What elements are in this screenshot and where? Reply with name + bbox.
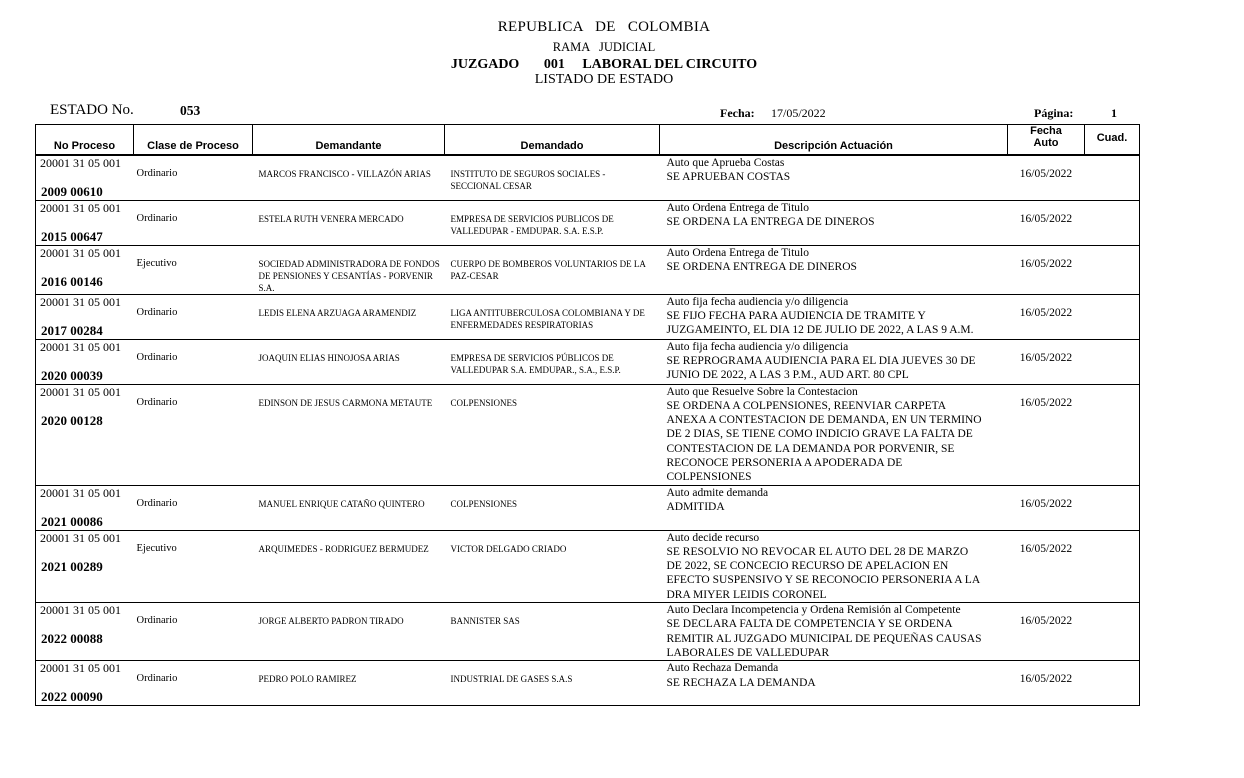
cell-clase <box>134 200 253 245</box>
actuacion-texto: SE ORDENA A COLPENSIONES, REENVIAR CARPETA ANEXA A CONTESTACION DE DEMANDA, EN UN TERMINO DE 2 DIAS, SE TIENE COMO INDICIO GRAVE LA FALTA DE CONTESTACION DE LA DEMANDA POR PORVENIR, SE RECONOCE PERSONERIA A APODERADA DE COLPENSIONES <box>666 399 982 484</box>
actuacion-tipo: Auto fija fecha audiencia y/o diligencia <box>666 340 849 353</box>
actuacion-tipo: Auto fija fecha audiencia y/o diligencia <box>666 295 849 308</box>
cell-proceso <box>36 339 134 384</box>
cell-demandante <box>253 245 445 294</box>
cell-demandado <box>445 155 660 201</box>
cell-demandante <box>253 155 445 201</box>
cell-proceso <box>36 155 134 201</box>
cell-descripcion <box>660 530 1008 602</box>
cell-demandado <box>445 339 660 384</box>
fecha-auto: 16/05/2022 <box>1019 257 1073 270</box>
cell-proceso <box>36 485 134 530</box>
demandado: INSTITUTO DE SEGUROS SOCIALES - SECCIONAL CESAR <box>450 168 606 191</box>
cell-descripcion <box>660 603 1008 661</box>
cell-descripcion <box>660 339 1008 384</box>
table-row <box>36 245 1140 294</box>
col-header-fecha-line: Fecha <box>1030 125 1062 137</box>
fecha-auto: 16/05/2022 <box>1019 351 1073 364</box>
cell-descripcion <box>660 200 1008 245</box>
cell-demandante <box>253 339 445 384</box>
actuacion-texto: SE RECHAZA LA DEMANDA <box>666 676 816 689</box>
estado-table <box>35 124 1140 706</box>
table-header-row <box>36 125 1140 155</box>
proceso-anio-numero: 2017 00284 <box>41 322 103 338</box>
cell-proceso <box>36 384 134 485</box>
cell-clase <box>134 384 253 485</box>
proceso-radicado: 20001 31 05 001 <box>40 603 121 618</box>
col-header-fecha-auto <box>1008 125 1085 155</box>
table-row <box>36 294 1140 339</box>
table-row <box>36 661 1140 706</box>
col-header-demandado: Demandado <box>445 125 660 155</box>
clase-proceso: Ordinario <box>136 673 178 685</box>
demandado: COLPENSIONES <box>450 498 518 509</box>
proceso-radicado: 20001 31 05 001 <box>40 245 121 260</box>
demandante: EDINSON DE JESUS CARMONA METAUTE <box>258 397 433 408</box>
cell-demandado <box>445 200 660 245</box>
cell-demandante <box>253 384 445 485</box>
cell-descripcion <box>660 155 1008 201</box>
demandado: COLPENSIONES <box>450 397 518 408</box>
cell-demandante <box>253 200 445 245</box>
col-header-cuad: Cuad. <box>1085 125 1140 155</box>
table-row <box>36 384 1140 485</box>
clase-proceso: Ordinario <box>136 351 178 363</box>
cell-demandado <box>445 530 660 602</box>
cell-clase <box>134 245 253 294</box>
cell-cuad <box>1085 155 1140 201</box>
proceso-radicado: 20001 31 05 001 <box>40 294 121 309</box>
cell-fecha-auto <box>1008 661 1085 706</box>
cell-demandante <box>253 603 445 661</box>
cell-demandante <box>253 294 445 339</box>
actuacion-tipo: Auto Ordena Entrega de Titulo <box>666 201 809 214</box>
cell-demandado <box>445 603 660 661</box>
demandante: PEDRO POLO RAMIREZ <box>258 674 357 685</box>
cell-fecha-auto <box>1008 530 1085 602</box>
actuacion-texto: SE DECLARA FALTA DE COMPETENCIA Y SE ORDENA REMITIR AL JUZGADO MUNICIPAL DE PEQUEÑAS CAUSAS LABORALES DE VALLEDUPAR <box>666 618 982 659</box>
cell-demandado <box>445 294 660 339</box>
table-row <box>36 485 1140 530</box>
demandado: EMPRESA DE SERVICIOS PUBLICOS DE VALLEDUPAR - EMDUPAR. S.A. E.S.P. <box>450 213 614 236</box>
cell-descripcion <box>660 485 1008 530</box>
actuacion-tipo: Auto que Aprueba Costas <box>666 156 785 169</box>
actuacion-texto: ADMITIDA <box>666 500 725 513</box>
demandado: BANNISTER SAS <box>450 616 520 627</box>
cell-demandante <box>253 485 445 530</box>
table-body <box>36 155 1140 706</box>
demandante: MARCOS FRANCISCO - VILLAZÓN ARIAS <box>258 168 431 179</box>
actuacion-texto: SE REPROGRAMA AUDIENCIA PARA EL DIA JUEVES 30 DE JUNIO DE 2022, A LAS 3 P.M., AUD ART. 80 CPL <box>666 354 976 382</box>
demandante: JOAQUIN ELIAS HINOJOSA ARIAS <box>258 352 400 363</box>
cell-cuad <box>1085 384 1140 485</box>
fecha-auto: 16/05/2022 <box>1019 167 1073 180</box>
clase-proceso: Ejecutivo <box>136 257 177 269</box>
fecha-auto: 16/05/2022 <box>1019 396 1073 409</box>
cell-proceso <box>36 245 134 294</box>
actuacion-tipo: Auto Ordena Entrega de Titulo <box>666 246 809 259</box>
actuacion-texto: SE ORDENA ENTREGA DE DINEROS <box>666 260 857 273</box>
proceso-anio-numero: 2021 00086 <box>41 513 103 529</box>
actuacion-tipo: Auto Rechaza Demanda <box>666 662 779 675</box>
header-listado: LISTADO DE ESTADO <box>534 72 674 87</box>
clase-proceso: Ordinario <box>136 396 178 408</box>
fecha-label: Fecha: <box>720 106 755 120</box>
clase-proceso: Ordinario <box>136 306 178 318</box>
proceso-anio-numero: 2020 00128 <box>41 412 103 428</box>
proceso-anio-numero: 2009 00610 <box>41 183 103 199</box>
table-row <box>36 200 1140 245</box>
cell-proceso <box>36 530 134 602</box>
proceso-radicado: 20001 31 05 001 <box>40 155 121 170</box>
cell-cuad <box>1085 661 1140 706</box>
proceso-anio-numero: 2015 00647 <box>41 228 103 244</box>
actuacion-texto: SE ORDENA LA ENTREGA DE DINEROS <box>666 215 875 228</box>
cell-clase <box>134 485 253 530</box>
demandante: ESTELA RUTH VENERA MERCADO <box>258 213 404 224</box>
cell-cuad <box>1085 339 1140 384</box>
estado-label: ESTADO No. <box>50 102 134 118</box>
clase-proceso: Ordinario <box>136 167 178 179</box>
fecha-auto: 16/05/2022 <box>1019 542 1073 555</box>
actuacion-tipo: Auto Declara Incompetencia y Ordena Remisión al Competente <box>666 604 961 617</box>
proceso-radicado: 20001 31 05 001 <box>40 485 121 500</box>
col-header-proceso: No Proceso <box>36 125 134 155</box>
proceso-anio-numero: 2022 00090 <box>41 689 103 705</box>
cell-demandado <box>445 245 660 294</box>
proceso-radicado: 20001 31 05 001 <box>40 530 121 545</box>
cell-descripcion <box>660 661 1008 706</box>
cell-proceso <box>36 294 134 339</box>
pagina-label: Página: <box>1034 106 1074 120</box>
actuacion-tipo: Auto que Resuelve Sobre la Contestacion <box>666 385 858 398</box>
cell-descripcion <box>660 294 1008 339</box>
cell-proceso <box>36 603 134 661</box>
demandado: INDUSTRIAL DE GASES S.A.S <box>450 674 573 685</box>
cell-demandante <box>253 661 445 706</box>
actuacion-tipo: Auto decide recurso <box>666 531 760 544</box>
cell-clase <box>134 294 253 339</box>
col-header-demandante: Demandante <box>253 125 445 155</box>
fecha-value: 17/05/2022 <box>771 106 826 120</box>
cell-cuad <box>1085 200 1140 245</box>
table-row <box>36 155 1140 201</box>
cell-fecha-auto <box>1008 485 1085 530</box>
header-republica: REPUBLICA DE COLOMBIA <box>497 19 711 35</box>
cell-demandante <box>253 530 445 602</box>
cell-fecha-auto <box>1008 384 1085 485</box>
cell-cuad <box>1085 245 1140 294</box>
demandante: SOCIEDAD ADMINISTRADORA DE FONDOS DE PENSIONES Y CESANTÍAS - PORVENIR S.A. <box>258 258 440 293</box>
actuacion-tipo: Auto admite demanda <box>666 486 769 499</box>
header-rama-judicial: RAMA JUDICIAL <box>552 40 656 54</box>
cell-cuad <box>1085 530 1140 602</box>
proceso-anio-numero: 2016 00146 <box>41 273 103 289</box>
cell-cuad <box>1085 294 1140 339</box>
cell-demandado <box>445 661 660 706</box>
cell-descripcion <box>660 384 1008 485</box>
cell-clase <box>134 530 253 602</box>
table-row <box>36 530 1140 602</box>
demandado: CUERPO DE BOMBEROS VOLUNTARIOS DE LA PAZ-CESAR <box>450 258 646 281</box>
cell-cuad <box>1085 603 1140 661</box>
demandado: VICTOR DELGADO CRIADO <box>450 543 567 554</box>
cell-clase <box>134 339 253 384</box>
proceso-radicado: 20001 31 05 001 <box>40 200 121 215</box>
col-header-auto-line: Auto <box>1033 137 1059 149</box>
fecha-auto: 16/05/2022 <box>1019 615 1073 628</box>
cell-fecha-auto <box>1008 603 1085 661</box>
cell-proceso <box>36 200 134 245</box>
proceso-anio-numero: 2022 00088 <box>41 631 103 647</box>
clase-proceso: Ordinario <box>136 497 178 509</box>
fecha-auto: 16/05/2022 <box>1019 306 1073 319</box>
cell-fecha-auto <box>1008 294 1085 339</box>
cell-demandado <box>445 384 660 485</box>
col-header-clase: Clase de Proceso <box>134 125 253 155</box>
demandado: EMPRESA DE SERVICIOS PÚBLICOS DE VALLEDUPAR S.A. EMDUPAR., S.A., E.S.P. <box>450 352 621 375</box>
demandante: MANUEL ENRIQUE CATAÑO QUINTERO <box>258 498 425 509</box>
fecha-auto: 16/05/2022 <box>1019 212 1073 225</box>
proceso-radicado: 20001 31 05 001 <box>40 339 121 354</box>
cell-clase <box>134 155 253 201</box>
pagina-value: 1 <box>1111 106 1117 120</box>
cell-demandado <box>445 485 660 530</box>
fecha-auto: 16/05/2022 <box>1019 497 1073 510</box>
estado-number: 053 <box>180 103 201 118</box>
cell-clase <box>134 603 253 661</box>
clase-proceso: Ordinario <box>136 212 178 224</box>
fecha-auto: 16/05/2022 <box>1019 673 1073 686</box>
clase-proceso: Ordinario <box>136 615 178 627</box>
cell-proceso <box>36 661 134 706</box>
demandante: ARQUIMEDES - RODRIGUEZ BERMUDEZ <box>258 543 429 554</box>
cell-fecha-auto <box>1008 200 1085 245</box>
actuacion-texto: SE RESOLVIO NO REVOCAR EL AUTO DEL 28 DE MARZO DE 2022, SE CONCECIO RECURSO DE APELACION EN EFECTO SUSPENSIVO Y SE RECONOCIO PERSONERIA A LA DRA MIYER LEIDIS CORONEL <box>666 545 980 601</box>
actuacion-texto: SE FIJO FECHA PARA AUDIENCIA DE TRAMITE Y JUZGAMEINTO, EL DIA 12 DE JULIO DE 2022, A LAS 9 A.M. <box>666 309 974 337</box>
actuacion-texto: SE APRUEBAN COSTAS <box>666 170 791 183</box>
proceso-anio-numero: 2020 00039 <box>41 367 103 383</box>
cell-fecha-auto <box>1008 155 1085 201</box>
col-header-descripcion: Descripción Actuación <box>660 125 1008 155</box>
cell-descripcion <box>660 245 1008 294</box>
header-juzgado: JUZGADO 001 LABORAL DEL CIRCUITO <box>450 57 758 72</box>
demandante: JORGE ALBERTO PADRON TIRADO <box>258 616 404 627</box>
cell-fecha-auto <box>1008 339 1085 384</box>
proceso-radicado: 20001 31 05 001 <box>40 661 121 676</box>
demandante: LEDIS ELENA ARZUAGA ARAMENDIZ <box>258 307 417 318</box>
cell-cuad <box>1085 485 1140 530</box>
proceso-anio-numero: 2021 00289 <box>41 558 103 574</box>
table-row <box>36 603 1140 661</box>
table-row <box>36 339 1140 384</box>
clase-proceso: Ejecutivo <box>136 542 177 554</box>
cell-fecha-auto <box>1008 245 1085 294</box>
cell-clase <box>134 661 253 706</box>
demandado: LIGA ANTITUBERCULOSA COLOMBIANA Y DE ENFERMEDADES RESPIRATORIAS <box>450 307 645 330</box>
proceso-radicado: 20001 31 05 001 <box>40 384 121 399</box>
